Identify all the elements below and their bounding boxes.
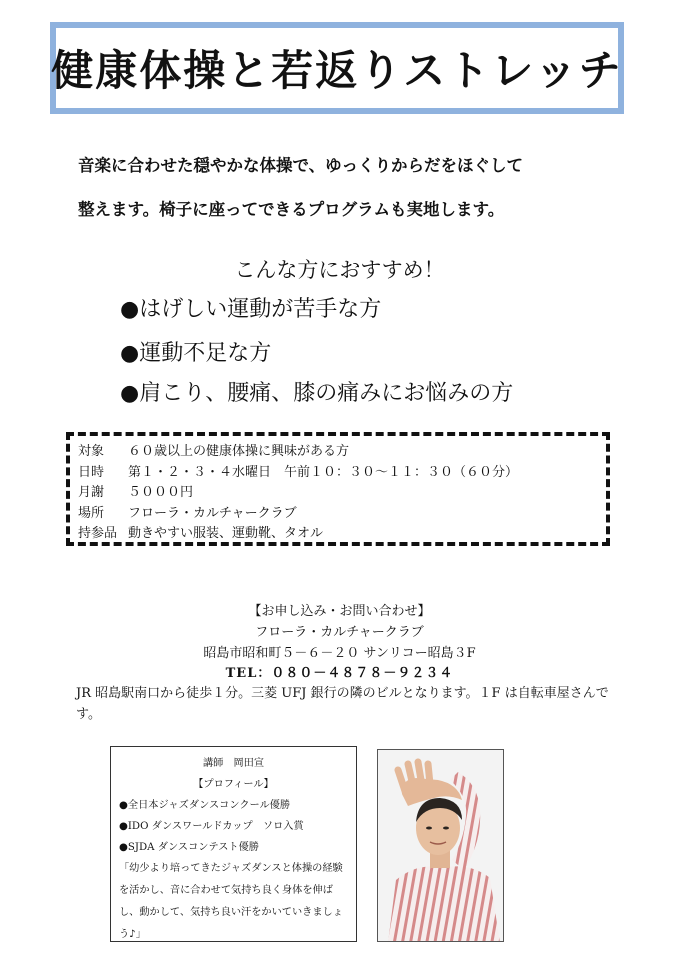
detail-value: ６０歳以上の健康体操に興味がある方: [128, 444, 350, 459]
detail-row-items: [78, 524, 598, 545]
award-item: ●全日本ジャズダンスコンクール優勝: [119, 800, 291, 811]
contact-name: フローラ・カルチャークラブ: [255, 625, 424, 640]
instructor-photo: [377, 749, 504, 942]
detail-row-target: [78, 442, 598, 463]
details-box: [66, 432, 610, 546]
detail-value: 第１・２・３・４水曜日 午前１０：３０〜１１：３０（６０分）: [128, 464, 519, 480]
detail-row-datetime: [78, 463, 598, 484]
detail-row-fee: [78, 483, 598, 504]
contact-address: 昭島市昭和町５－６－２０ サンリコー昭島３F: [203, 646, 476, 661]
detail-label: 月謝: [78, 485, 105, 500]
instructor-name: 講師 岡田宣: [202, 758, 265, 769]
detail-value: 動きやすい服装、運動靴、タオル: [128, 526, 324, 541]
recommend-heading: こんな方におすすめ！: [234, 258, 445, 282]
detail-label: 対象: [78, 444, 105, 459]
instructor-photo-illustration: [378, 750, 504, 942]
profile-box: [110, 746, 357, 942]
recommend-bullet: ●はげしい運動が苦手な方: [120, 297, 382, 322]
profile-quote: 「幼少より培ってきたジャズダンスと体操の経験を活かし、音に合わせて気持ち良く身体を伸ばし、動かして、気持ち良い汗をかいていきましょう♪」: [119, 863, 343, 940]
title-banner: [50, 22, 624, 114]
page-title: 健康体操と若返りストレッチ: [51, 46, 623, 95]
detail-label: 持参品: [78, 526, 118, 541]
detail-row-place: [78, 504, 598, 525]
award-item: ●SJDA ダンスコンテスト優勝: [119, 842, 259, 853]
award-item: ●IDO ダンスワールドカップ ソロ入賞: [119, 821, 304, 832]
contact-heading: 【お申し込み・お問い合わせ】: [248, 604, 431, 619]
detail-label: 日時: [78, 464, 105, 480]
detail-value: ５０００円: [128, 485, 194, 500]
profile-heading: 【プロフィール】: [193, 779, 274, 790]
access-info: JR 昭島駅南口から徒歩１分。三菱 UFJ 銀行の隣のビルとなります。１F は自転車屋さんです。: [76, 686, 609, 722]
recommend-bullet: ●運動不足な方: [120, 341, 272, 366]
detail-label: 場所: [78, 505, 105, 521]
recommend-bullet: ●肩こり、腰痛、膝の痛みにお悩みの方: [120, 381, 514, 406]
intro-line-1: 音楽に合わせた穏やかな体操で、ゆっくりからだをほぐして: [78, 156, 524, 175]
detail-value: フローラ・カルチャークラブ: [128, 505, 297, 521]
contact-tel: TEL：０８０－４８７８－９２３４: [225, 666, 454, 681]
intro-line-2: 整えます。椅子に座ってできるプログラムも実地します。: [78, 200, 505, 219]
